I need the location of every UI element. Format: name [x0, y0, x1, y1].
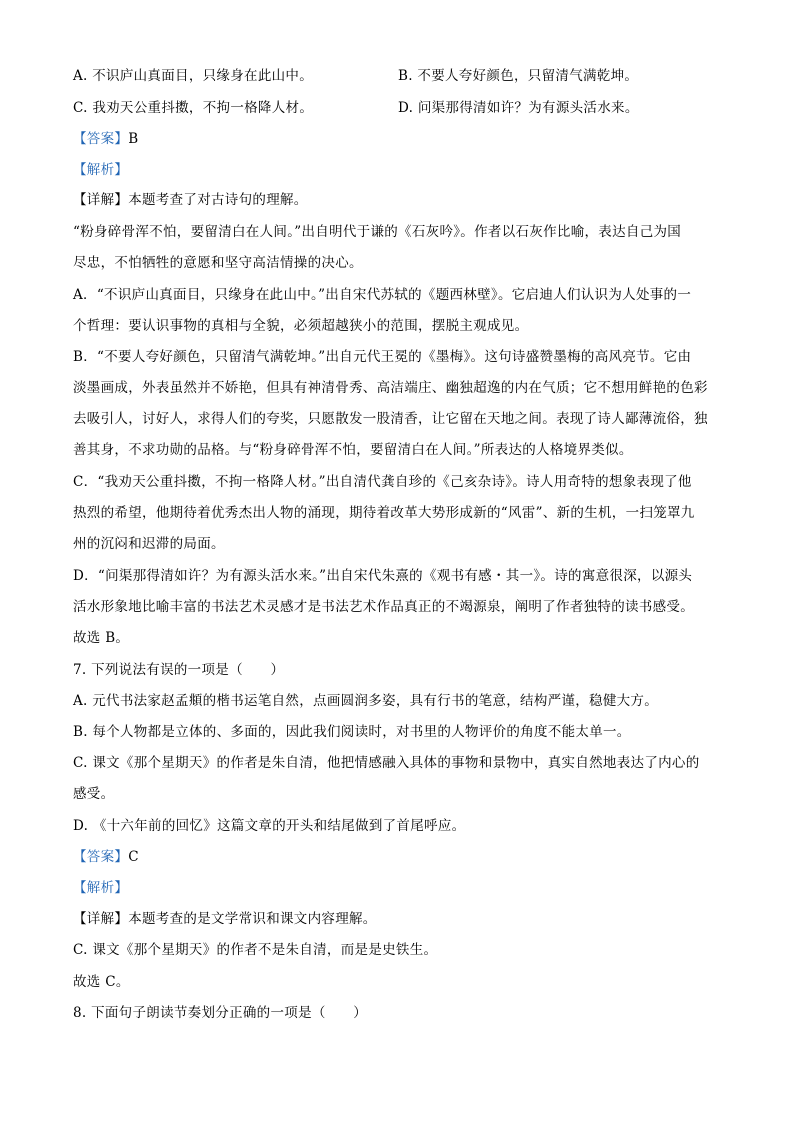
- answer-value: B: [128, 131, 139, 147]
- answer-row-q6: [73, 129, 138, 149]
- conclusion-line: 故选 B。: [73, 630, 130, 646]
- explanation-line: 热烈的希望，他期待着优秀杰出人物的涌现，期待着改革大势形成新的“风雷”、新的生机，一扫笼罩九: [73, 505, 695, 521]
- option-b: B. 每个人物都是立体的、多面的，因此我们阅读时，对书里的人物评价的角度不能太单一。: [73, 724, 631, 740]
- answer-value: C: [128, 849, 139, 865]
- conclusion-line: 故选 C。: [73, 974, 130, 990]
- analysis-tag: 【解析】: [73, 162, 129, 178]
- option-d: D. 问渠那得清如许？为有源头活水来。: [398, 100, 639, 116]
- explanation-line: A．“不识庐山真面目，只缘身在此山中。”出自宋代苏轼的《题西林壁》。它启迪人们认识为人处事的一: [73, 287, 692, 303]
- question-stem-q8: 8. 下面句子朗读节奏划分正确的一项是（ ）: [73, 1005, 368, 1021]
- detail-row-q7: [73, 909, 377, 929]
- explanation-line: D．“问渠那得清如许？为有源头活水来。”出自宋代朱熹的《观书有感・其一》。诗的寓意很深，以源头: [73, 568, 693, 584]
- option-c: C. 我劝天公重抖擞，不拘一格降人材。: [73, 100, 314, 116]
- detail-tag: 【详解】: [73, 192, 129, 208]
- answer-row-q7: [73, 847, 139, 867]
- explanation-line: 活水形象地比喻丰富的书法艺术灵感才是书法艺术作品真正的不竭源泉，阐明了作者独特的读书感受。: [73, 599, 694, 615]
- option-b: B. 不要人夸好颜色，只留清气满乾坤。: [398, 68, 639, 84]
- analysis-tag: 【解析】: [73, 880, 129, 896]
- explanation-line: C．“我劝天公重抖擞，不拘一格降人材。”出自清代龚自珍的《己亥杂诗》。诗人用奇特的想象表现了他: [73, 474, 692, 490]
- explanation-line: 善其身，不求功勋的品格。与“粉身碎骨浑不怕，要留清白在人间。”所表达的人格境界类似。: [73, 442, 633, 458]
- option-c: C. 课文《那个星期天》的作者是朱自清，他把情感融入具体的事物和景物中，真实自然地表达了内心的: [73, 755, 700, 771]
- detail-text: 本题考查了对古诗句的理解。: [128, 192, 308, 208]
- explanation-line: 州的沉闷和迟滞的局面。: [73, 536, 225, 552]
- detail-tag: 【详解】: [73, 911, 129, 927]
- explanation-line: B．“不要人夸好颜色，只留清气满乾坤。”出自元代王冕的《墨梅》。这句诗盛赞墨梅的高风亮节。它由: [73, 349, 692, 365]
- detail-row-q6: [73, 190, 308, 210]
- option-a: A. 不识庐山真面目，只缘身在此山中。: [73, 68, 314, 84]
- answer-tag: 【答案】: [73, 131, 129, 147]
- explanation-line: 尽忠，不怕牺牲的意愿和坚守高洁情操的决心。: [73, 255, 363, 271]
- explanation-line: 个哲理：要认识事物的真相与全貌，必须超越狭小的范围，摆脱主观成见。: [73, 318, 529, 334]
- explanation-line: 淡墨画成，外表虽然并不娇艳，但具有神清骨秀、高洁端庄、幽独超逸的内在气质；它不想用鲜艳的色彩: [73, 380, 708, 396]
- option-d: D. 《十六年前的回忆》这篇文章的开头和结尾做到了首尾呼应。: [73, 818, 466, 834]
- explanation-line: 去吸引人，讨好人，求得人们的夸奖，只愿散发一股清香，让它留在天地之间。表现了诗人鄙薄流俗，独: [73, 411, 708, 427]
- answer-tag: 【答案】: [73, 849, 129, 865]
- option-c-continued: 感受。: [73, 786, 115, 802]
- detail-text: 本题考查的是文学常识和课文内容理解。: [128, 911, 377, 927]
- explanation-line: C. 课文《那个星期天》的作者不是朱自清，而是是史铁生。: [73, 942, 438, 958]
- question-stem-q7: 7. 下列说法有误的一项是（ ）: [73, 662, 285, 678]
- explanation-line: “粉身碎骨浑不怕，要留清白在人间。”出自明代于谦的《石灰吟》。作者以石灰作比喻，表达自己为国: [73, 224, 682, 240]
- option-a: A. 元代书法家赵孟頫的楷书运笔自然，点画圆润多姿，具有行书的笔意，结构严谨，稳健大方。: [73, 693, 659, 709]
